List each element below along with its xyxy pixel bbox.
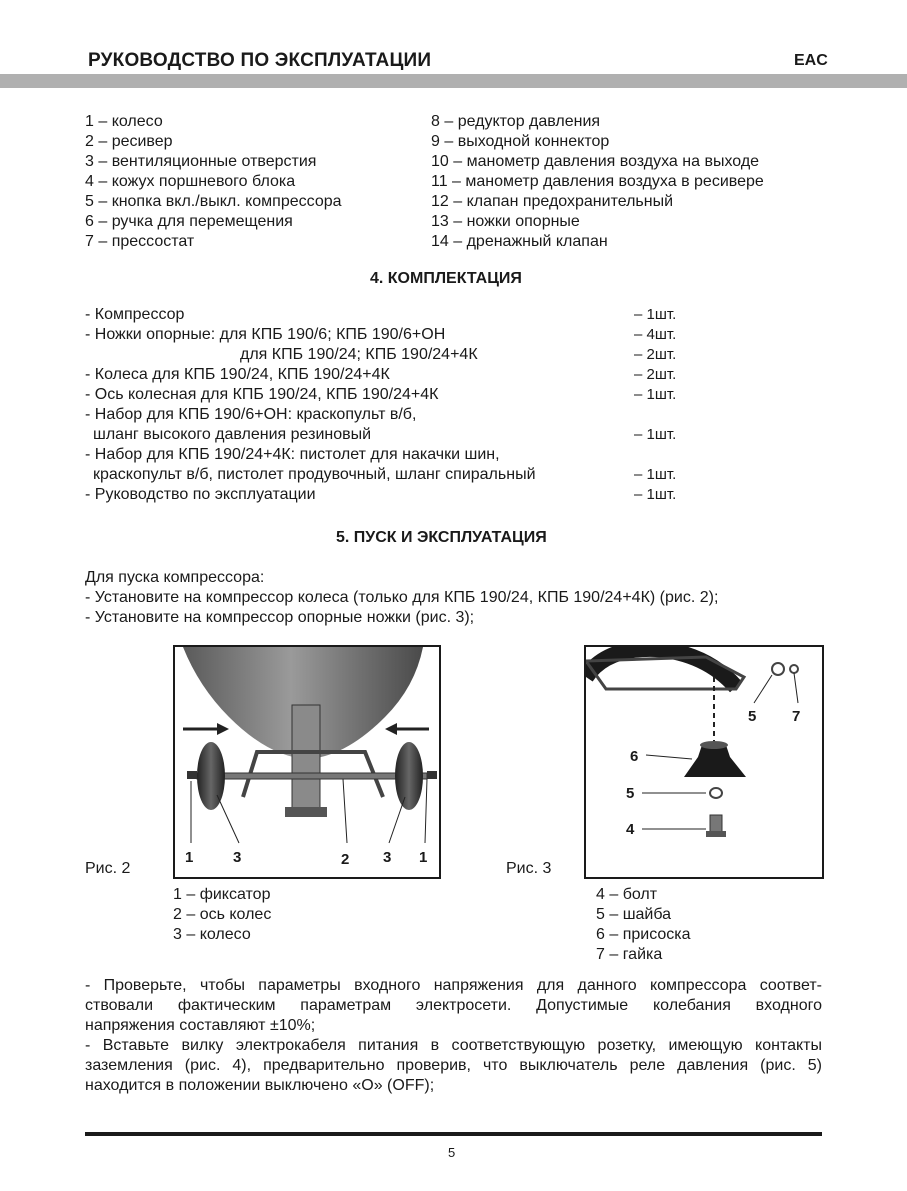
- legend-item: 3 – вентиляционные отверстия: [85, 153, 317, 170]
- figure-3-legend-item: 7 – гайка: [596, 946, 663, 963]
- kit-list: [85, 305, 536, 505]
- kit-item: - Компрессор: [85, 306, 185, 323]
- leader-line: [217, 795, 239, 843]
- section-5-title: 5. ПУСК И ЭКСПЛУАТАЦИЯ: [336, 529, 547, 546]
- figure-2-image: [173, 645, 441, 879]
- header-bar: [0, 74, 907, 88]
- kit-item: - Ось колесная для КПБ 190/24, КПБ 190/24+4К: [85, 386, 439, 403]
- section-4-title: 4. КОМПЛЕКТАЦИЯ: [370, 270, 522, 287]
- legend-item: 2 – ресивер: [85, 133, 173, 150]
- callout-label: 3: [233, 849, 242, 866]
- callout-label: 4: [626, 821, 635, 838]
- legend-item: 14 – дренажный клапан: [431, 233, 608, 250]
- suction-foot: [684, 745, 746, 777]
- wheel-assembly-illustration: [175, 647, 439, 877]
- kit-qty: – 1шт.: [634, 486, 677, 503]
- support-foot-illustration: [586, 647, 822, 877]
- intro-line: - Установите на компрессор опорные ножки (рис. 3);: [85, 609, 475, 626]
- kit-item: - Набор для КПБ 190/6+ОН: краскопульт в/б,: [85, 406, 417, 423]
- legend-item: 7 – прессостат: [85, 233, 195, 250]
- kit-item: - Колеса для КПБ 190/24, КПБ 190/24+4К: [85, 366, 390, 383]
- bolt-head: [706, 831, 726, 837]
- callout-label: 6: [630, 748, 639, 765]
- callout-label: 5: [626, 785, 635, 802]
- legend-item: 13 – ножки опорные: [431, 213, 580, 230]
- callout-label: 5: [748, 708, 757, 725]
- kit-item: для КПБ 190/24; КПБ 190/24+4К: [240, 346, 478, 363]
- kit-qty: – 1шт.: [634, 306, 677, 323]
- stand-tube: [292, 705, 320, 810]
- figure-2-caption: Рис. 2: [85, 860, 131, 877]
- leader-line: [343, 779, 347, 843]
- intro-line: - Установите на компрессор колеса (только для КПБ 190/24, КПБ 190/24+4К) (рис. 2);: [85, 589, 719, 606]
- legend-right-column: [431, 112, 764, 252]
- callout-label: 7: [792, 708, 801, 725]
- figure-2-legend-item: 1 – фиксатор: [173, 886, 271, 903]
- figure-3-legend: [596, 885, 691, 965]
- legend-item: 12 – клапан предохранительный: [431, 193, 674, 210]
- kit-qty: – 1шт.: [634, 426, 677, 443]
- callout-label: 1: [185, 849, 194, 866]
- kit-qty: – 4шт.: [634, 326, 677, 343]
- legend-item: 10 – манометр давления воздуха на выходе: [431, 153, 760, 170]
- figure-2-legend-item: 2 – ось колес: [173, 906, 272, 923]
- suction-foot-top: [700, 741, 728, 749]
- figure-3-legend-item: 6 – присоска: [596, 926, 691, 943]
- figure-3-legend-item: 4 – болт: [596, 886, 658, 903]
- instruction-line: находится в положении выключено «О» (OFF);: [85, 1077, 435, 1094]
- axle: [197, 773, 427, 779]
- leader-line: [389, 797, 405, 843]
- legend-item: 4 – кожух поршневого блока: [85, 173, 296, 190]
- callout-label: 1: [419, 849, 428, 866]
- leader-line: [646, 755, 692, 759]
- instructions-text: [85, 976, 822, 1096]
- right-pin: [427, 771, 437, 779]
- callout-label: 2: [341, 851, 350, 868]
- stand-foot: [285, 807, 327, 817]
- footer-rule: [85, 1132, 822, 1136]
- bolt-shank: [710, 815, 722, 833]
- nut-top: [790, 665, 798, 673]
- figure-3-legend-item: 5 – шайба: [596, 906, 672, 923]
- figure-2-legend: [173, 885, 271, 945]
- kit-qty: – 1шт.: [634, 386, 677, 403]
- section-5-intro: [85, 568, 718, 628]
- page-number: 5: [448, 1145, 456, 1160]
- legend-left-column: [85, 112, 342, 252]
- leader-line: [794, 673, 798, 703]
- kit-qty: – 2шт.: [634, 366, 677, 383]
- legend-item: 9 – выходной коннектор: [431, 133, 610, 150]
- kit-item: - Набор для КПБ 190/24+4К: пистолет для накачки шин,: [85, 446, 500, 463]
- figure-2-legend-item: 3 – колесо: [173, 926, 251, 943]
- page-header-title: РУКОВОДСТВО ПО ЭКСПЛУАТАЦИИ: [88, 50, 432, 71]
- kit-item: краскопульт в/б, пистолет продувочный, шланг спиральный: [93, 466, 536, 483]
- left-arrowhead: [217, 723, 229, 735]
- kit-item: - Ножки опорные: для КПБ 190/6; КПБ 190/6+ОН: [85, 326, 446, 343]
- instruction-line: - Вставьте вилку электрокабеля питания в соответствующую розетку, имеющую контакты: [85, 1037, 822, 1054]
- left-wheel: [197, 742, 225, 810]
- instruction-line: напряжения составляют ±10%;: [85, 1017, 316, 1034]
- right-wheel: [395, 742, 423, 810]
- kit-qty-column: [634, 305, 676, 505]
- instruction-line: заземления (рис. 4), предварительно проверив, что выключатель реле давления (рис. 5): [85, 1057, 822, 1074]
- callout-label: 3: [383, 849, 392, 866]
- kit-item: шланг высокого давления резиновый: [93, 426, 372, 443]
- kit-qty: [634, 445, 676, 465]
- kit-qty: – 2шт.: [634, 346, 677, 363]
- legend-item: 1 – колесо: [85, 113, 163, 130]
- washer-top: [772, 663, 784, 675]
- instruction-line: ствовали фактическим параметрам электросети. Допустимые колебания входного: [85, 997, 822, 1014]
- legend-item: 8 – редуктор давления: [431, 113, 601, 130]
- leader-line: [425, 779, 427, 843]
- kit-qty: – 1шт.: [634, 466, 677, 483]
- legend-item: 6 – ручка для перемещения: [85, 213, 293, 230]
- leader-line: [754, 675, 772, 703]
- legend-item: 5 – кнопка вкл./выкл. компрессора: [85, 193, 342, 210]
- intro-line: Для пуска компрессора:: [85, 569, 265, 586]
- washer: [710, 788, 722, 798]
- figure-3-caption: Рис. 3: [506, 860, 552, 877]
- kit-qty: [634, 405, 676, 425]
- legend-item: 11 – манометр давления воздуха в ресивере: [431, 173, 764, 190]
- eac-mark: EAC: [794, 52, 828, 69]
- kit-item: - Руководство по эксплуатации: [85, 486, 316, 503]
- figure-3-image: [584, 645, 824, 879]
- right-arrowhead: [385, 723, 397, 735]
- instruction-line: - Проверьте, чтобы параметры входного напряжения для данного компрессора соответ-: [85, 977, 822, 994]
- left-pin: [187, 771, 197, 779]
